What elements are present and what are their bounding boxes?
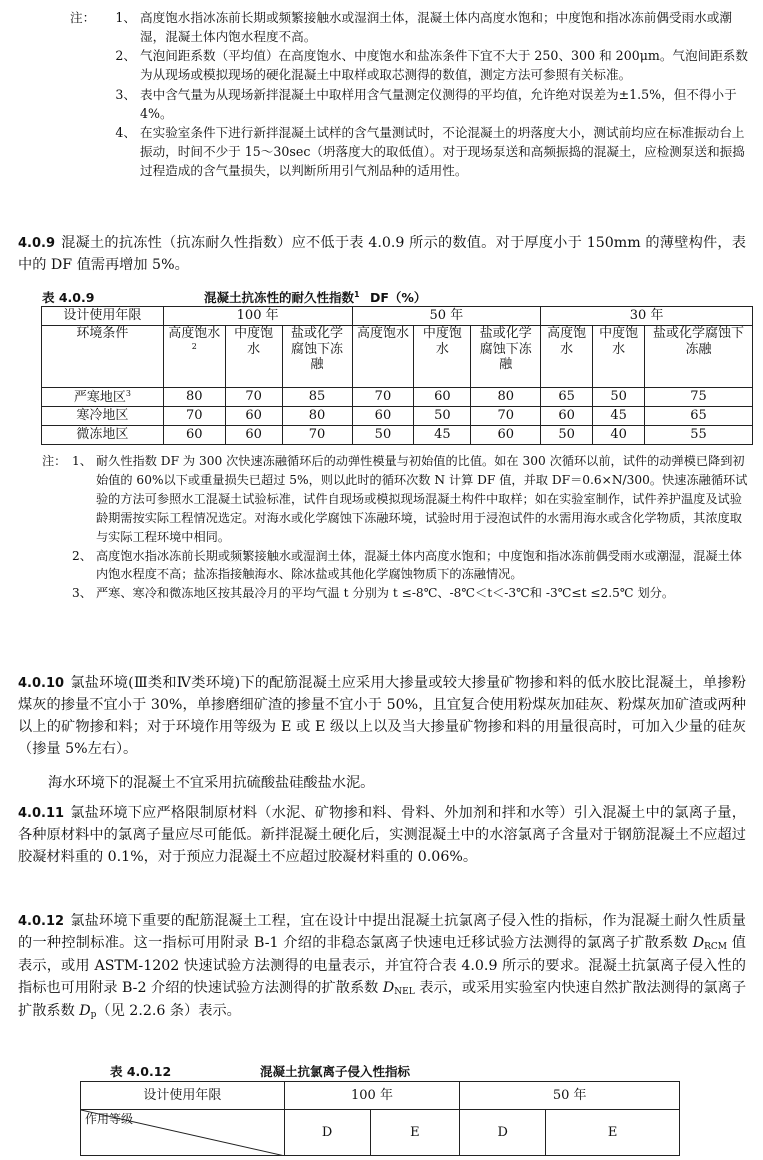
clause-4-0-9	[18, 232, 746, 276]
row-label	[42, 388, 164, 407]
clause-number: 4.0.12	[18, 914, 65, 929]
header-year: 50 年	[352, 307, 541, 326]
table-cell: E	[370, 1110, 460, 1156]
note-prefix: 注：	[70, 10, 96, 25]
table-cell: 70	[282, 426, 352, 445]
note-text: 耐久性指数 DF 为 300 次快速冻融循环后的动弹性模量与初始值的比值。如在 300 次循环以前，试件的动弹模已降到初始值的 60%以下或重量损失已超过 5%，则以此时的循环次数 N 计算 DF 值，并取 DF＝0.6×N/300。快速冻融循环试验的方法可参照水工混凝土试验标准，试件自现场或模拟现场混凝土构件中取样；如在实验室制作，试件养护温度及试验龄期需按实际工程情况选定。对海水或化学腐蚀下冻融环境，试验时用于浸泡试件的水需用海水或含化学物质，其浓度取与实际工程环境中相同。	[96, 454, 748, 544]
table-row	[81, 1110, 680, 1156]
header-year: 100 年	[163, 307, 352, 326]
table-cell: 70	[352, 388, 414, 407]
clause-4-0-10	[18, 672, 746, 760]
table-cell: 85	[282, 388, 352, 407]
note-text: 在实验室条件下进行新拌混凝土试样的含气量测试时，不论混凝土的坍落度大小，测试前均应在标准振动台上振动，时间不少于 15～30sec（坍落度大的取低值）。对于现场泵送和高频振捣的混凝土，应检测泵送和振捣过程造成的含气量损失，以判断所用引气剂品种的适用性。	[140, 124, 745, 179]
note-number: 3、	[115, 86, 136, 102]
note-item	[42, 584, 754, 603]
clause-text: 混凝土的抗冻性（抗冻耐久性指数）应不低于表 4.0.9 所示的数值。对于厚度小于 150mm 的薄壁构件，表中的 DF 值需再增加 5%。	[18, 235, 746, 274]
table-cell: 50	[414, 407, 471, 426]
subheader-cell: 盐或化学腐蚀下冻融	[282, 326, 352, 388]
subheader-cell: 高度饱水	[352, 326, 414, 388]
header-life: 设计使用年限	[81, 1082, 285, 1110]
subheader-cell: 中度饱水	[225, 326, 282, 388]
subheader-cell: 中度饱水	[414, 326, 471, 388]
header-year: 50 年	[460, 1082, 680, 1110]
table-label: 表 4.0.9	[42, 290, 95, 305]
note-item	[70, 123, 750, 180]
table-cell: 75	[645, 388, 753, 407]
table-cell: 80	[282, 407, 352, 426]
subheader-text: 高度饱水	[168, 326, 221, 341]
table-title-text: 混凝土抗冻性的耐久性指数	[204, 290, 355, 305]
header-env: 环境条件	[42, 326, 164, 388]
table-cell: D	[460, 1110, 546, 1156]
clause-number: 4.0.10	[18, 676, 65, 691]
table-cell: 60	[352, 407, 414, 426]
subheader-sup: 2	[191, 341, 197, 351]
symbol-subscript: NEL	[394, 987, 415, 998]
table-cell: 40	[593, 426, 645, 445]
note-item	[70, 46, 750, 84]
note-item	[70, 85, 750, 123]
subheader-cell: 中度饱水	[593, 326, 645, 388]
note-text: 严寒、寒冷和微冻地区按其最冷月的平均气温 t 分别为 t ≤-8℃、-8℃＜t＜-3℃和 -3℃≤t ≤2.5℃ 划分。	[96, 586, 675, 601]
table-cell: 50	[541, 426, 593, 445]
table-cell: 60	[541, 407, 593, 426]
row-label-text: 严寒地区	[73, 389, 126, 405]
header-life: 设计使用年限	[42, 307, 164, 326]
table-cell: 80	[471, 388, 541, 407]
clause-4-0-10-extra: 海水环境下的混凝土不宜采用抗硫酸盐硅酸盐水泥。	[48, 775, 375, 791]
table-cell: 60	[471, 426, 541, 445]
table-cell: 70	[225, 388, 282, 407]
table-cell: 50	[593, 388, 645, 407]
table-cell: 45	[593, 407, 645, 426]
table-4-0-12	[80, 1081, 680, 1156]
note-prefix: 注：	[42, 454, 67, 468]
note-number: 1、	[72, 454, 92, 468]
table-cell: 65	[541, 388, 593, 407]
clause-text: 表示，或采用实验室内快速自然扩散法测得的氯离子扩散系数	[18, 980, 747, 1020]
table-409-notes	[42, 452, 754, 603]
clause-number: 4.0.9	[18, 236, 56, 251]
clause-text: （见 2.2.6 条）表示。	[96, 1003, 241, 1020]
subheader-cell: 高度饱水	[541, 326, 593, 388]
table-cell: 70	[471, 407, 541, 426]
header-year: 100 年	[284, 1082, 460, 1110]
subheader-cell: 盐或化学腐蚀下冻融	[471, 326, 541, 388]
table-title-sup: 1	[354, 290, 360, 299]
table-cell: 50	[352, 426, 414, 445]
row-label: 寒冷地区	[42, 407, 164, 426]
header-grade: 作用等级	[85, 1112, 134, 1126]
symbol-subscript: p	[90, 1010, 97, 1021]
row-label: 微冻地区	[42, 426, 164, 445]
table-title	[204, 289, 426, 308]
note-item	[70, 8, 750, 46]
table-header-row	[42, 307, 753, 326]
header-year: 30 年	[541, 307, 753, 326]
table-cell: D	[284, 1110, 370, 1156]
table-row	[42, 388, 753, 407]
note-number: 2、	[115, 48, 136, 64]
clause-4-0-11	[18, 802, 746, 868]
table-cell: 60	[225, 407, 282, 426]
clause-text: 氯盐环境(Ⅲ类和Ⅳ类环境)下的配筋混凝土应采用大掺量或较大掺量矿物掺和料的低水胶比混凝土，单掺粉煤灰的掺量不宜小于 30%，单掺磨细矿渣的掺量不宜小于 50%，且宜复合使用粉煤灰加硅灰、粉煤灰加矿渣或两种以上的矿物掺和料；对于环境作用等级为 E 或 E 级以上以及当大掺量矿物掺和料的用量很高时，可加入少量的硅灰（掺量 5%左右）。	[18, 675, 746, 758]
table-subheader-row	[42, 326, 753, 388]
note-text: 气泡间距系数（平均值）在高度饱水、中度饱水和盐冻条件下宜不大于 250、300 和 200μm。气泡间距系数为从现场或模拟现场的硬化混凝土中取样或取芯测得的数值，测定方法可参照有关标准。	[140, 48, 748, 83]
symbol: D	[382, 980, 395, 997]
symbol: D	[692, 935, 705, 952]
table-title-unit: DF（%）	[369, 290, 427, 305]
note-text: 表中含气量为从现场新拌混凝土中取样用含气量测定仪测得的平均值，允许绝对误差为±1.5%，但不得小于 4%。	[140, 86, 737, 121]
row-label-sup: 3	[125, 388, 131, 398]
top-notes	[70, 8, 750, 180]
note-number: 4、	[115, 124, 136, 140]
clause-number: 4.0.11	[18, 806, 65, 821]
table-row	[42, 426, 753, 445]
clause-4-0-12	[18, 910, 746, 1023]
diagonal-header-cell	[81, 1110, 285, 1156]
note-number: 1、	[115, 10, 136, 25]
table-label: 表 4.0.12	[110, 1064, 172, 1079]
table-cell: 65	[645, 407, 753, 426]
note-text: 高度饱水指冰冻前长期或频繁接触水或湿润土体，混凝土体内高度水饱和；中度饱和指冰冻前偶受雨水或潮湿，混凝土体内饱水程度不高；盐冻指接触海水、除冰盐或其他化学腐蚀物质下的冻融情况。	[96, 548, 742, 582]
subheader-cell: 盐或化学腐蚀下冻融	[645, 326, 753, 388]
note-number: 2、	[72, 548, 92, 563]
table-cell: 45	[414, 426, 471, 445]
subheader-cell	[163, 326, 225, 388]
note-number: 3、	[72, 586, 92, 601]
note-item	[42, 547, 754, 585]
note-item	[42, 452, 754, 547]
table-cell: 60	[414, 388, 471, 407]
table-cell: 60	[225, 426, 282, 445]
table-cell: 60	[163, 426, 225, 445]
note-text: 高度饱水指冰冻前长期或频繁接触水或湿润土体，混凝土体内高度水饱和；中度饱和指冰冻前偶受雨水或潮湿，混凝土体内饱水程度不高。	[140, 10, 732, 45]
clause-text: 值表示，或用 ASTM-1202 快速试验方法测得的电量表示，并宜符合表 4.0.9 所示的要求。混凝土抗氯离子侵入性的指标也可用附录 B-2 介绍的快速试验方法测得的扩散系数	[18, 935, 746, 997]
table-header-row	[81, 1082, 680, 1110]
symbol: D	[79, 1003, 91, 1020]
clause-text: 氯盐环境下应严格限制原材料（水泥、矿物掺和料、骨料、外加剂和拌和水等）引入混凝土中的氯离子量，各种原材料中的氯离子量应尽可能低。新拌混凝土硬化后，实测混凝土中的水溶氯离子含量对于钢筋混凝土不应超过胶凝材料重的 0.1%，对于预应力混凝土不应超过胶凝材料重的 0.06%。	[18, 805, 746, 866]
table-row	[42, 407, 753, 426]
table-title: 混凝土抗氯离子侵入性指标	[260, 1064, 411, 1079]
symbol-subscript: RCM	[704, 942, 728, 953]
table-4-0-9	[41, 306, 753, 445]
table-cell: 70	[163, 407, 225, 426]
table-cell: 55	[645, 426, 753, 445]
table-cell: 80	[163, 388, 225, 407]
table-cell: E	[546, 1110, 680, 1156]
clause-text: 氯盐环境下重要的配筋混凝土工程，宜在设计中提出混凝土抗氯离子侵入性的指标，作为混凝土耐久性质量的一种控制标准。这一指标可用附录 B-1 介绍的非稳态氯离子快速电迁移试验方法测得的氯离子扩散系数	[18, 913, 746, 952]
